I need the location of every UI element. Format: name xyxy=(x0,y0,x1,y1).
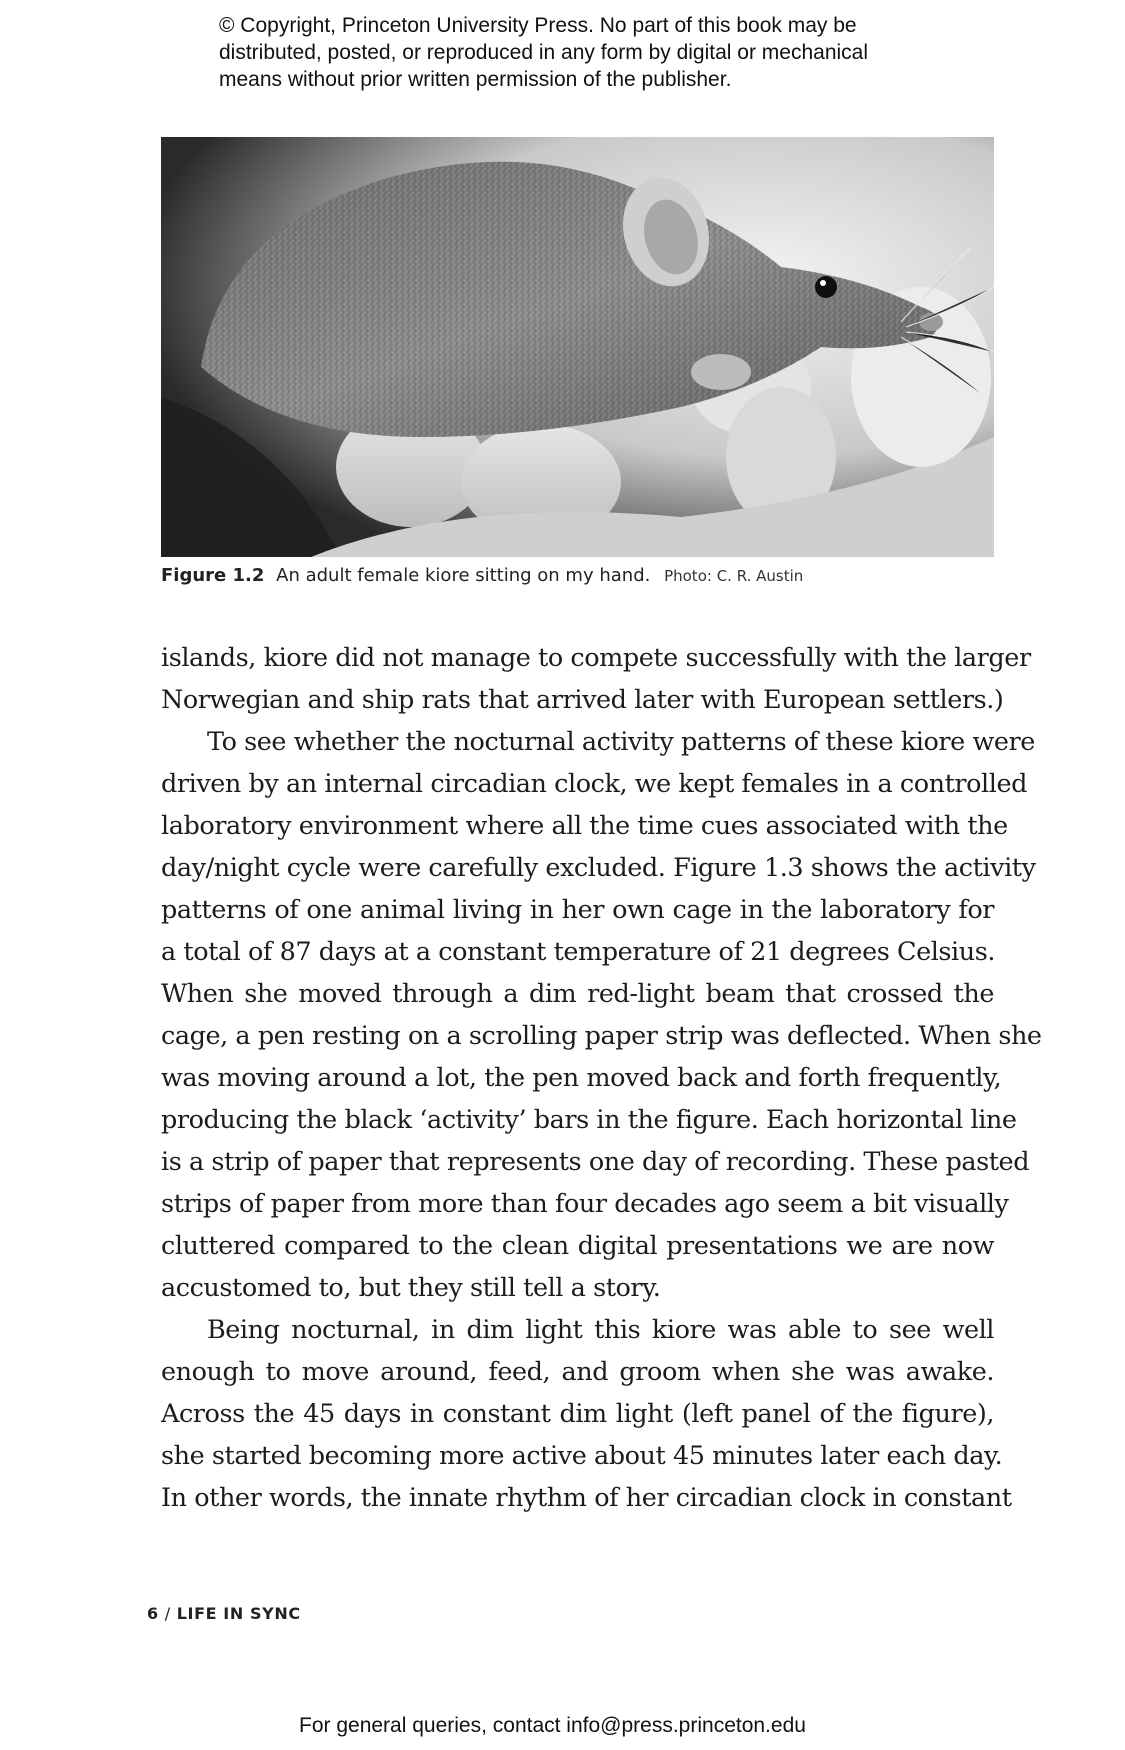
footer-contact: For general queries, contact info@press.princeton.edu xyxy=(299,1714,806,1737)
text-line: strips of paper from more than four decades ago seem a bit visually xyxy=(161,1189,1009,1219)
text-line: she started becoming more active about 45 minutes later each day. xyxy=(161,1441,1003,1471)
text-line: laboratory environment where all the time cues associated with the xyxy=(161,811,1008,841)
text-line: driven by an internal circadian clock, we kept females in a controlled xyxy=(161,769,1027,799)
page-number: 6 xyxy=(147,1604,159,1623)
text-line: accustomed to, but they still tell a story. xyxy=(161,1273,661,1303)
figure-label: Figure 1.2 xyxy=(161,565,265,586)
text-line: Norwegian and ship rats that arrived later with European settlers.) xyxy=(161,685,1004,715)
body-text xyxy=(161,637,1042,1519)
text-line: was moving around a lot, the pen moved back and forth frequently, xyxy=(161,1063,1002,1093)
text-line: day/night cycle were carefully excluded. Figure 1.3 shows the activity xyxy=(161,853,1036,883)
copyright-line: means without prior written permission of the publisher. xyxy=(219,68,732,91)
text-line: To see whether the nocturnal activity patterns of these kiore were xyxy=(207,727,1035,757)
text-line: patterns of one animal living in her own cage in the laboratory for xyxy=(161,895,994,925)
copyright-notice xyxy=(219,12,979,93)
running-head: LIFE IN SYNC xyxy=(176,1604,301,1623)
text-line: cage, a pen resting on a scrolling paper strip was deflected. When she xyxy=(161,1021,1042,1051)
copyright-line: distributed, posted, or reproduced in any form by digital or mechanical xyxy=(219,41,869,64)
text-line: islands, kiore did not manage to compete successfully with the larger xyxy=(161,643,1031,673)
figure-caption xyxy=(161,565,803,586)
folio-separator: / xyxy=(164,1604,171,1623)
text-line: In other words, the innate rhythm of her circadian clock in constant xyxy=(161,1483,1012,1513)
text-line: is a strip of paper that represents one day of recording. These pasted xyxy=(161,1147,1030,1177)
photo-credit: Photo: C. R. Austin xyxy=(664,567,804,585)
text-line: Being nocturnal, in dim light this kiore was able to see well xyxy=(207,1315,994,1345)
text-line: When she moved through a dim red-light beam that crossed the xyxy=(161,979,994,1009)
text-line: a total of 87 days at a constant temperature of 21 degrees Celsius. xyxy=(161,937,996,967)
text-line: cluttered compared to the clean digital presentations we are now xyxy=(161,1231,994,1261)
text-line: enough to move around, feed, and groom when she was awake. xyxy=(161,1357,994,1387)
page-folio xyxy=(147,1604,301,1623)
figure-caption-text: An adult female kiore sitting on my hand. xyxy=(276,565,651,586)
text-line: producing the black ‘activity’ bars in the figure. Each horizontal line xyxy=(161,1105,1017,1135)
kiore-photo xyxy=(161,137,994,557)
rat-on-hand-illustration xyxy=(161,137,994,557)
text-line: Across the 45 days in constant dim light (left panel of the figure), xyxy=(161,1399,994,1429)
copyright-line: © Copyright, Princeton University Press. No part of this book may be xyxy=(219,14,857,37)
